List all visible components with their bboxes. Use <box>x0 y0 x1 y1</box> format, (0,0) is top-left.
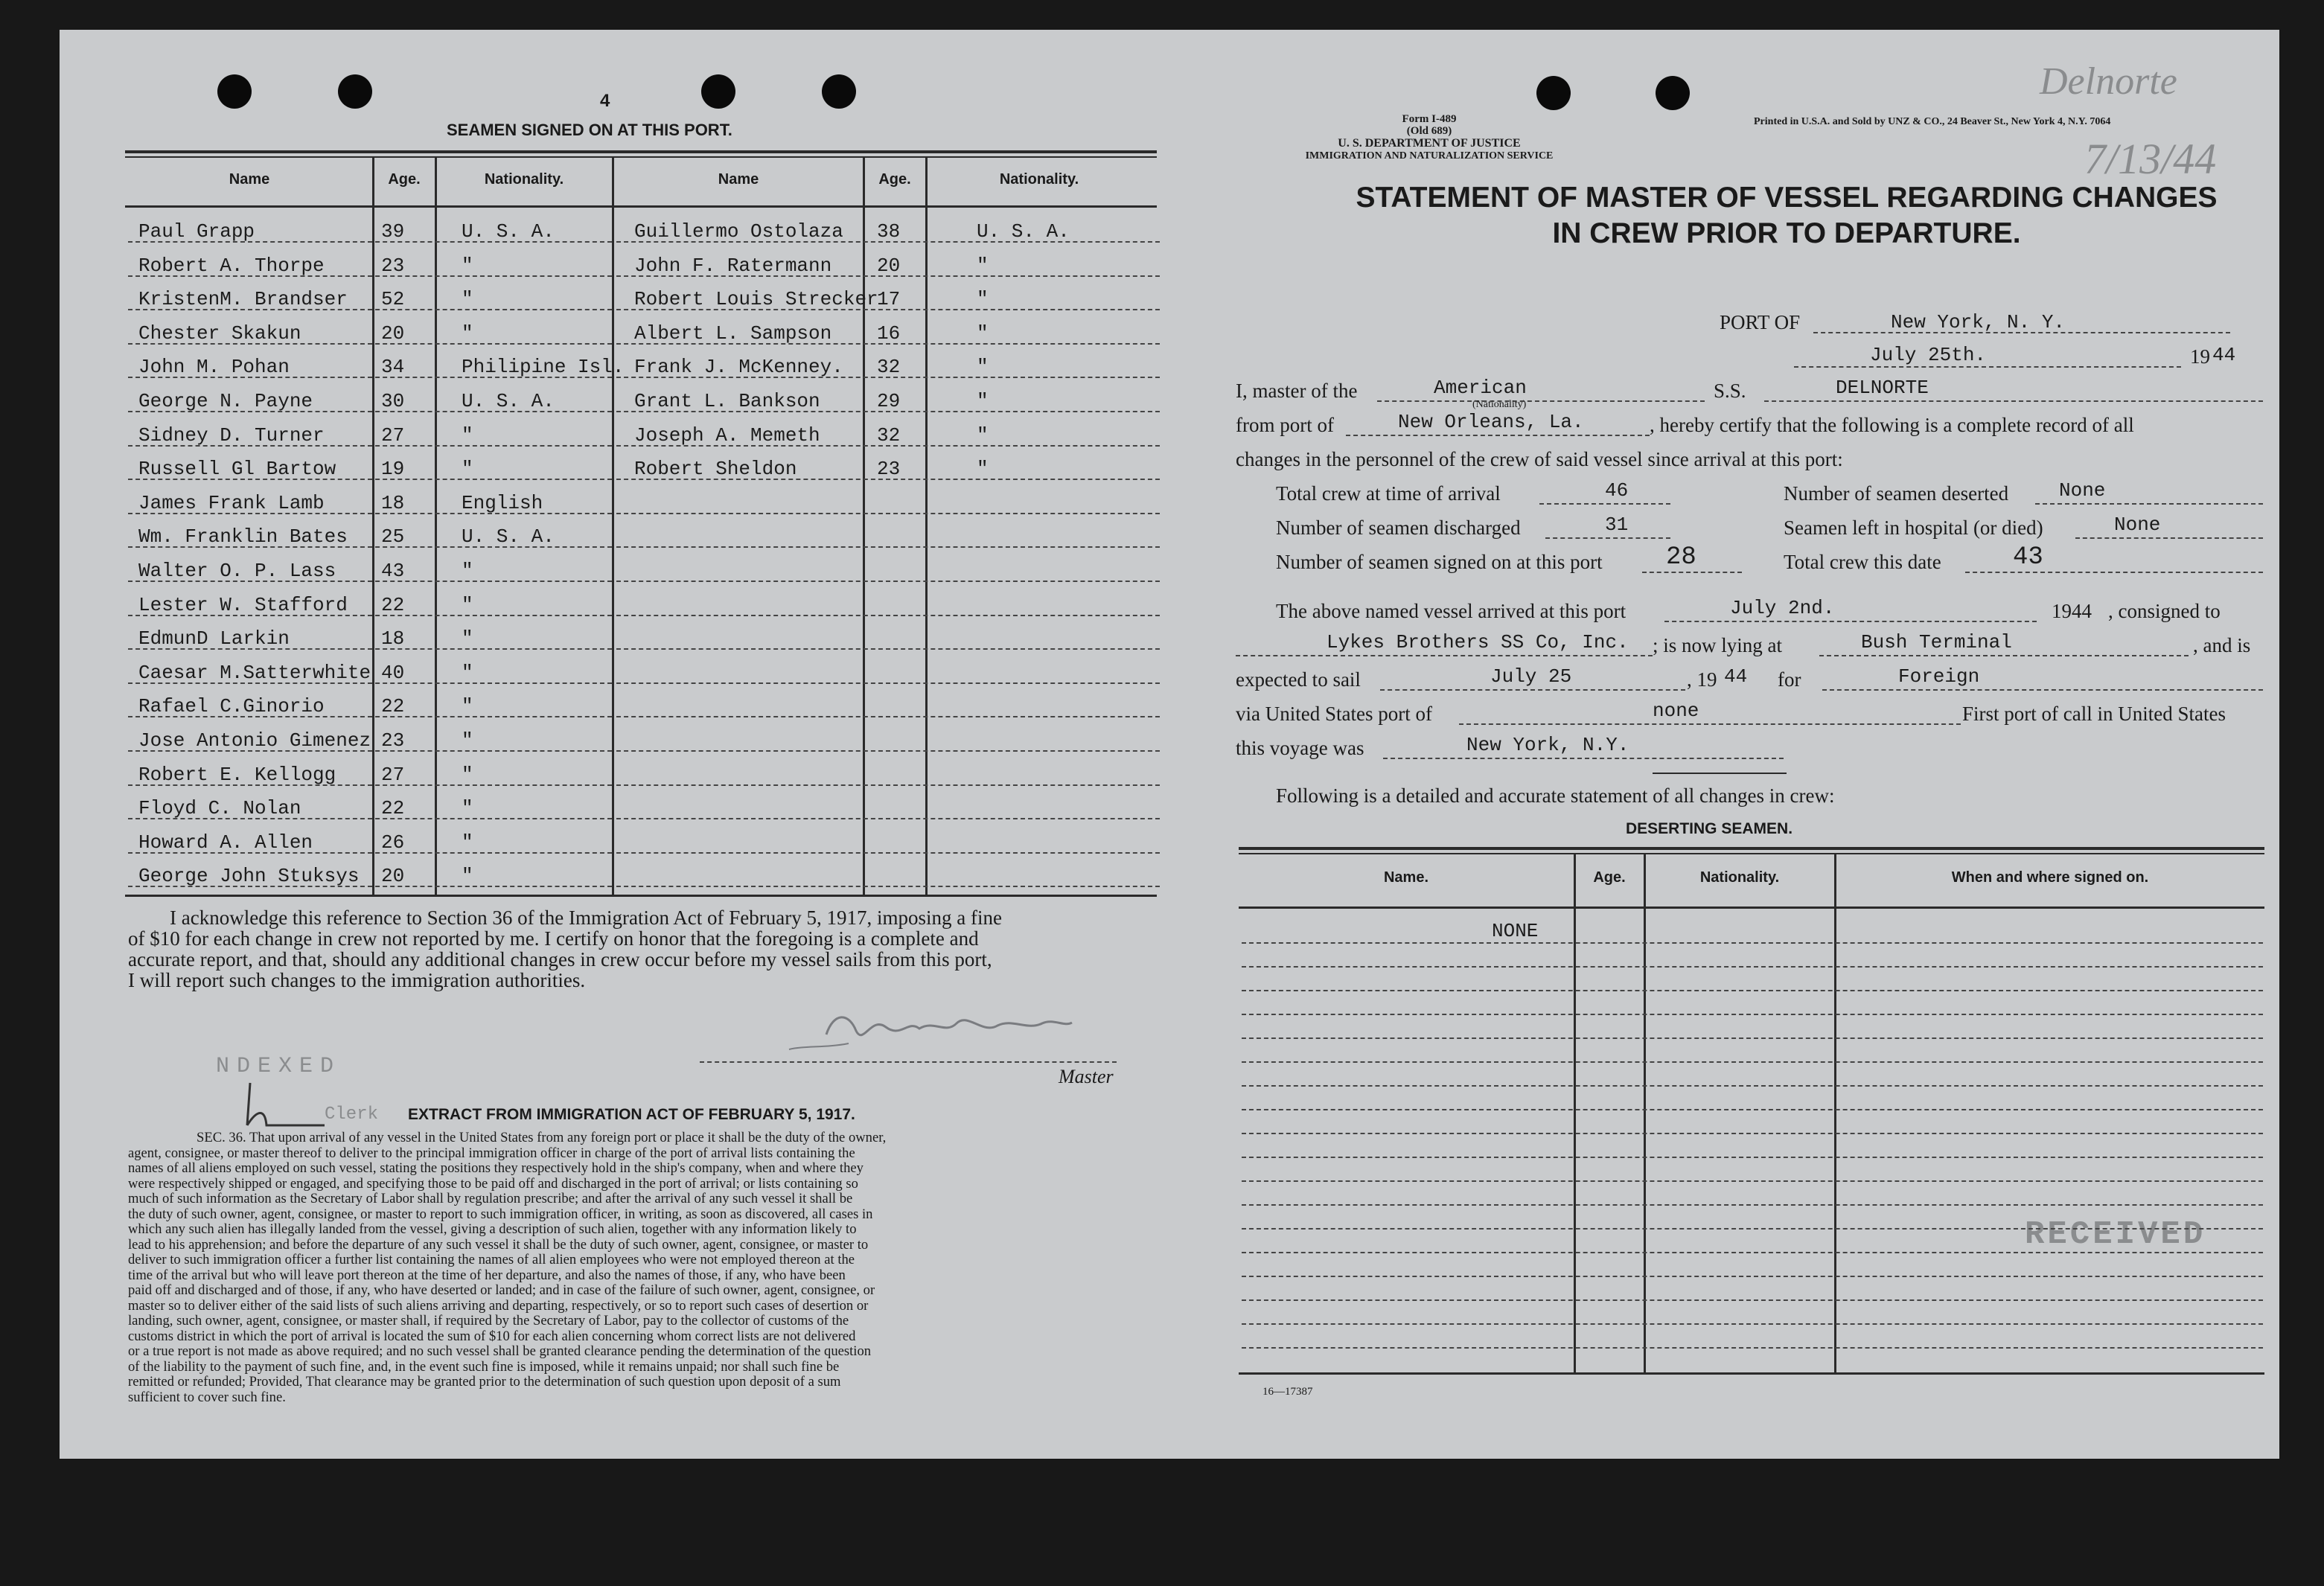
seaman-name: KristenM. Brandser <box>138 288 348 310</box>
date-value: July 25th. <box>1870 344 1987 366</box>
corner-note: 7/13/44 <box>2084 135 2217 183</box>
seaman-age: 27 <box>381 764 405 786</box>
for-label: for <box>1778 668 1801 691</box>
deserted-label: Number of seamen deserted <box>1784 482 2009 505</box>
seaman-age: 23 <box>381 729 405 752</box>
row-line <box>1242 1109 2263 1110</box>
form-title: IN CREW PRIOR TO DEPARTURE. <box>1552 217 2021 249</box>
received-stamp: RECEIVED <box>2025 1216 2206 1253</box>
table-bottom-rule <box>1239 1372 2264 1375</box>
clerk-label: Clerk <box>325 1104 379 1125</box>
row-line <box>128 750 612 752</box>
discharged-line <box>1545 537 1670 539</box>
seaman-nationality: " <box>977 255 989 277</box>
seaman-nationality: " <box>462 322 473 345</box>
changes-text: changes in the personnel of the crew of said vessel since arrival at this port: <box>1236 448 1843 470</box>
extract-line: agent, consignee, or master thereof to deliver to the principal immigration officer in charge of the port of arrival lists containing the <box>128 1145 855 1161</box>
table-header-rule <box>125 205 1157 208</box>
seaman-name: Joseph A. Memeth <box>634 424 820 447</box>
row-line <box>1242 1228 2263 1230</box>
seaman-name: Grant L. Bankson <box>634 390 820 412</box>
seaman-nationality: U. S. A. <box>462 220 555 243</box>
total-arrival-line <box>1539 503 1670 505</box>
expected-line <box>1380 689 1685 691</box>
expected-value: July 25 <box>1490 665 1572 688</box>
seaman-name: Paul Grapp <box>138 220 255 243</box>
seaman-age: 32 <box>877 356 901 378</box>
seaman-nationality: " <box>462 662 473 684</box>
port-label: PORT OF <box>1720 311 1801 333</box>
seaman-age: 23 <box>877 458 901 480</box>
port-value: New York, N. Y. <box>1891 311 2066 333</box>
and-is: , and is <box>2193 634 2251 656</box>
row-line <box>1242 1252 2263 1253</box>
for-line <box>1822 689 2263 691</box>
table-top-rule <box>125 150 1157 153</box>
acknowledgement-line: I will report such changes to the immigration authorities. <box>128 969 586 991</box>
via-label: via United States port of <box>1236 703 1432 725</box>
extract-line: which any such alien has illegally landed from the vessel, giving a description of such alien, together with any information likely to <box>128 1221 857 1237</box>
row-line <box>128 581 612 582</box>
seaman-age: 38 <box>877 220 901 243</box>
seaman-name: Robert Sheldon <box>634 458 797 480</box>
row-line <box>128 546 612 548</box>
total-date-value: 43 <box>2013 543 2043 572</box>
total-date-label: Total crew this date <box>1784 551 1941 573</box>
seaman-nationality: " <box>977 356 989 378</box>
seaman-age: 40 <box>381 662 405 684</box>
voyage-value: New York, N.Y. <box>1466 734 1629 756</box>
department: U. S. DEPARTMENT OF JUSTICE <box>1338 137 1521 150</box>
row-line <box>1242 942 2263 944</box>
extract-line: remitted or refunded; Provided, That clearance may be granted prior to the determination of such question upon deposit of a sum <box>128 1374 841 1390</box>
seaman-nationality: " <box>462 831 473 854</box>
seaman-nationality: U. S. A. <box>977 220 1070 243</box>
seaman-age: 29 <box>877 390 901 412</box>
extract-line: or a true report is not made as above required; and no such vessel shall be granted clearance pending the determination of the question <box>128 1343 872 1359</box>
seaman-name: Floyd C. Nolan <box>138 797 301 819</box>
seaman-age: 17 <box>877 288 901 310</box>
consignee-line <box>1236 655 1653 656</box>
total-arrival-label: Total crew at time of arrival <box>1276 482 1501 505</box>
seaman-nationality: " <box>462 255 473 277</box>
seaman-age: 25 <box>381 525 405 548</box>
nationality-line <box>1377 400 1705 402</box>
column-divider <box>1574 854 1576 1372</box>
row-line <box>128 241 612 243</box>
seaman-age: 23 <box>381 255 405 277</box>
row-line <box>616 886 1160 887</box>
extract-line: lead to his apprehension; and before the departure of any such vessel it shall be the duty of such owner, agent, consignee, or master to <box>128 1236 869 1253</box>
first-port-label: First port of call in United States <box>1962 703 2226 725</box>
table-top-rule <box>125 156 1157 158</box>
seaman-nationality: " <box>977 322 989 345</box>
seaman-name: Walter O. P. Lass <box>138 560 336 582</box>
acknowledgement-line: I acknowledge this reference to Section 36 of the Immigration Act of February 5, 1917, imposing a fine <box>170 906 1002 929</box>
row-line <box>616 445 1160 447</box>
master-label: Master <box>1059 1066 1114 1087</box>
discharged-label: Number of seamen discharged <box>1276 517 1521 539</box>
row-line <box>128 784 612 786</box>
printer-line: Printed in U.S.A. and Sold by UNZ & CO., 24 Beaver St., New York 4, N.Y. 7064 <box>1754 116 2111 127</box>
row-line <box>616 241 1160 243</box>
seaman-age: 27 <box>381 424 405 447</box>
extract-line: deliver to such immigration officer a further list containing the names of all alien employees who were not employed thereon at the <box>128 1252 855 1267</box>
deserting-title: DESERTING SEAMEN. <box>1626 820 1793 837</box>
form-old-number: (Old 689) <box>1406 125 1452 137</box>
seaman-name: Jose Antonio Gimenez <box>138 729 371 752</box>
header-age: Age. <box>878 171 911 188</box>
master-signature <box>759 990 1102 1057</box>
arrived-date: July 2nd. <box>1730 597 1835 619</box>
consigned-label: , consigned to <box>2108 600 2221 622</box>
extract-line: of the liability to the payment of such fine, and, in the event such fine is imposed, while it remains unpaid; nor shall such fine be <box>128 1358 840 1375</box>
arrived-line <box>1664 621 2037 622</box>
seaman-nationality: " <box>462 764 473 786</box>
column-divider <box>1834 854 1836 1372</box>
short-rule <box>1653 773 1787 774</box>
master-signature-line <box>700 1061 1117 1063</box>
deserted-line <box>2035 503 2263 505</box>
column-divider <box>1644 854 1646 1372</box>
section-title: SEAMEN SIGNED ON AT THIS PORT. <box>447 121 732 139</box>
row-line <box>1242 966 2263 968</box>
punch-hole <box>701 74 735 109</box>
seaman-name: Rafael C.Ginorio <box>138 695 325 717</box>
sail-year: 44 <box>1724 665 1748 688</box>
seaman-age: 34 <box>381 356 405 378</box>
seaman-name: Robert E. Kellogg <box>138 764 336 786</box>
arrived-label: The above named vessel arrived at this port <box>1276 600 1627 622</box>
row-line <box>128 275 612 277</box>
via-line <box>1459 723 1961 725</box>
vessel-name: DELNORTE <box>1836 377 1929 399</box>
header-nationality: Nationality. <box>999 171 1079 188</box>
seaman-nationality: " <box>462 865 473 887</box>
extract-line: master so to deliver either of the said lists of such aliens arriving and departing, respectively, or so to report such cases of desertion or <box>128 1297 869 1314</box>
seaman-nationality: " <box>462 560 473 582</box>
table-header-rule <box>1239 906 2264 909</box>
seaman-name: James Frank Lamb <box>138 492 325 514</box>
hospital-line <box>2075 537 2263 539</box>
row-line <box>616 648 1160 650</box>
seaman-nationality: U. S. A. <box>462 390 555 412</box>
seaman-age: 22 <box>381 695 405 717</box>
page-number: 4 <box>600 91 610 111</box>
punch-hole <box>1656 76 1690 110</box>
from-port-value: New Orleans, La. <box>1398 411 1584 433</box>
row-line <box>128 615 612 616</box>
nationality-caption: (Nationality) <box>1472 399 1527 410</box>
seaman-nationality: " <box>977 288 989 310</box>
form-code: 16—17387 <box>1262 1386 1313 1398</box>
seaman-age: 18 <box>381 627 405 650</box>
seaman-nationality: " <box>977 390 989 412</box>
row-line <box>616 716 1160 717</box>
document-sheet <box>60 30 2279 1459</box>
row-line <box>128 377 612 378</box>
header-name: Name <box>229 171 270 188</box>
expected-label: expected to sail <box>1236 668 1361 691</box>
indexed-stamp: NDEXED <box>216 1054 342 1079</box>
seaman-age: 20 <box>877 255 901 277</box>
row-line <box>1242 1157 2263 1158</box>
total-date-line <box>1965 572 2263 573</box>
punch-hole <box>217 74 252 109</box>
row-line <box>616 784 1160 786</box>
service: IMMIGRATION AND NATURALIZATION SERVICE <box>1305 150 1554 162</box>
hospital-label: Seamen left in hospital (or died) <box>1784 517 2043 539</box>
row-line <box>1242 1299 2263 1301</box>
extract-line: landing, such owner, agent, consignee, or master shall, if required by the Secretary of Labor, pay to the collector of customs of the <box>128 1313 849 1328</box>
signed-line <box>1642 572 1742 573</box>
header-nationality: Nationality. <box>484 171 564 188</box>
row-line <box>128 852 612 854</box>
row-line <box>1242 1133 2263 1134</box>
seaman-age: 26 <box>381 831 405 854</box>
row-line <box>616 615 1160 616</box>
seaman-name: John F. Ratermann <box>634 255 832 277</box>
extract-line: much of such information as the Secretary of Labor shall by regulation prescribe; and after the arrival of any such vessel it shall be <box>128 1191 853 1206</box>
seaman-age: 22 <box>381 797 405 819</box>
seaman-nationality: U. S. A. <box>462 525 555 548</box>
clerk-initial-mark <box>228 1079 332 1131</box>
seaman-nationality: " <box>462 797 473 819</box>
acknowledgement-line: accurate report, and that, should any additional changes in crew occur before my vessel sails from this port, <box>128 948 992 971</box>
seaman-name: Guillermo Ostolaza <box>634 220 843 243</box>
row-line <box>128 479 612 480</box>
via-value: none <box>1653 700 1699 722</box>
row-line <box>128 716 612 717</box>
row-line <box>1242 1061 2263 1063</box>
seaman-name: George N. Payne <box>138 390 313 412</box>
row-line <box>616 309 1160 310</box>
seaman-nationality: " <box>462 695 473 717</box>
row-line <box>1242 1037 2263 1039</box>
row-line <box>128 343 612 345</box>
row-line <box>128 445 612 447</box>
seaman-nationality: " <box>462 594 473 616</box>
extract-line: customs district in which the port of arrival is located the sum of $10 for each alien concerning whom correct lists are not delivered <box>128 1328 856 1344</box>
seaman-name: Chester Skakun <box>138 322 301 345</box>
seaman-age: 52 <box>381 288 405 310</box>
seaman-name: Caesar M.Satterwhite <box>138 662 371 684</box>
row-line <box>1242 990 2263 991</box>
header-age: Age. <box>388 171 421 188</box>
row-line <box>616 682 1160 684</box>
deserting-header-name: Name. <box>1383 869 1429 886</box>
from-port-label: from port of <box>1236 414 1334 436</box>
extract-line: the duty of such owner, agent, consignee, or master to report to such immigration officer, in writing, as soon as discovered, all cases in <box>128 1206 873 1222</box>
row-line <box>616 377 1160 378</box>
nationality-value: American <box>1434 377 1527 399</box>
extract-line: time of the arrival but who will leave port thereon at the time of her departure, and also the names of those, if any, who have been <box>128 1267 846 1283</box>
row-line <box>616 818 1160 819</box>
ss-label: S.S. <box>1714 380 1746 402</box>
vessel-line <box>1764 400 2263 402</box>
row-line <box>1242 1276 2263 1277</box>
seaman-age: 20 <box>381 865 405 887</box>
deserted-value: None <box>2059 479 2106 502</box>
deserting-header-nationality: Nationality. <box>1699 869 1780 886</box>
row-line <box>128 411 612 412</box>
row-line <box>1242 1014 2263 1015</box>
row-line <box>128 886 612 887</box>
extract-title: EXTRACT FROM IMMIGRATION ACT OF FEBRUARY 5, 1917. <box>408 1106 855 1123</box>
consignee-value: Lykes Brothers SS Co, Inc. <box>1327 631 1629 653</box>
seaman-nationality: English <box>462 492 543 514</box>
row-line <box>128 309 612 310</box>
punch-hole <box>822 74 856 109</box>
seaman-nationality: " <box>462 627 473 650</box>
row-line <box>1242 1180 2263 1182</box>
row-line <box>616 479 1160 480</box>
punch-hole <box>1536 76 1571 110</box>
form-title: STATEMENT OF MASTER OF VESSEL REGARDING CHANGES <box>1356 182 2218 214</box>
seaman-name: Lester W. Stafford <box>138 594 348 616</box>
from-port-line <box>1346 435 1650 436</box>
seaman-nationality: Philipine Isl. <box>462 356 625 378</box>
table-top-rule <box>1239 853 2264 854</box>
extract-line: SEC. 36. That upon arrival of any vessel in the United States from any foreign port or place it shall be the duty of the owner, <box>197 1130 887 1145</box>
seaman-age: 16 <box>877 322 901 345</box>
seaman-age: 39 <box>381 220 405 243</box>
seaman-name: Robert Louis Strecker <box>634 288 878 310</box>
row-line <box>616 546 1160 548</box>
master-of-label: I, master of the <box>1236 380 1358 402</box>
row-line <box>1242 1323 2263 1325</box>
extract-line: were respectively shipped or engaged, and specifying those to be paid off and discharged in the port of arrival; or lists containing so <box>128 1175 858 1192</box>
voyage-label: this voyage was <box>1236 737 1364 759</box>
punch-hole <box>338 74 372 109</box>
total-arrival-value: 46 <box>1605 479 1629 502</box>
table-top-rule <box>1239 847 2264 850</box>
lying-value: Bush Terminal <box>1861 631 2012 653</box>
seaman-name: George John Stuksys <box>138 865 360 887</box>
row-line <box>616 581 1160 582</box>
table-bottom-rule <box>125 895 1157 897</box>
row-line <box>1242 1204 2263 1206</box>
seaman-nationality: " <box>462 729 473 752</box>
voyage-line <box>1383 758 1784 759</box>
discharged-value: 31 <box>1605 514 1629 536</box>
seaman-name: John M. Pohan <box>138 356 290 378</box>
deserting-none-value: NONE <box>1492 920 1539 942</box>
seaman-age: 22 <box>381 594 405 616</box>
row-line <box>128 513 612 514</box>
seaman-name: Sidney D. Turner <box>138 424 325 447</box>
row-line <box>616 343 1160 345</box>
seaman-age: 30 <box>381 390 405 412</box>
seaman-name: Robert A. Thorpe <box>138 255 325 277</box>
signed-label: Number of seamen signed on at this port <box>1276 551 1603 573</box>
row-line <box>616 275 1160 277</box>
corner-note: Delnorte <box>2040 60 2177 103</box>
seaman-nationality: " <box>462 288 473 310</box>
seaman-name: Russell Gl Bartow <box>138 458 336 480</box>
row-line <box>616 852 1160 854</box>
sail-year-prefix: , 19 <box>1687 668 1717 691</box>
seaman-age: 19 <box>381 458 405 480</box>
hospital-value: None <box>2114 514 2161 536</box>
extract-line: sufficient to cover such fine. <box>128 1389 286 1405</box>
row-line <box>616 411 1160 412</box>
row-line <box>1242 1347 2263 1349</box>
seaman-nationality: " <box>462 424 473 447</box>
seaman-nationality: " <box>977 458 989 480</box>
arrived-year: 1944 <box>2052 600 2092 622</box>
date-line <box>1794 366 2181 368</box>
seaman-name: Albert L. Sampson <box>634 322 832 345</box>
seaman-age: 20 <box>381 322 405 345</box>
seaman-name: EdmunD Larkin <box>138 627 290 650</box>
seaman-nationality: " <box>977 424 989 447</box>
signed-value: 28 <box>1666 543 1696 572</box>
extract-line: paid off and discharged and of those, if any, who have deserted or landed; and in case of the failure of such owner, agent, consignee, or <box>128 1282 875 1298</box>
acknowledgement-line: of $10 for each change in crew not reported by me. I certify on honor that the foregoing is a complete and <box>128 927 979 950</box>
form-number: Form I-489 <box>1402 113 1457 125</box>
row-line <box>616 750 1160 752</box>
row-line <box>616 513 1160 514</box>
following-text: Following is a detailed and accurate statement of all changes in crew: <box>1276 784 1835 807</box>
seaman-age: 43 <box>381 560 405 582</box>
seaman-nationality: " <box>462 458 473 480</box>
deserting-header-age: Age. <box>1593 869 1626 886</box>
seaman-name: Wm. Franklin Bates <box>138 525 348 548</box>
year-value: 44 <box>2212 344 2236 366</box>
lying-label: ; is now lying at <box>1653 634 1782 656</box>
seaman-age: 18 <box>381 492 405 514</box>
header-name: Name <box>718 171 759 188</box>
seaman-age: 32 <box>877 424 901 447</box>
deserting-header-when: When and where signed on. <box>1951 869 2149 886</box>
row-line <box>128 648 612 650</box>
seaman-name: Frank J. McKenney. <box>634 356 843 378</box>
certify-text: , hereby certify that the following is a complete record of all <box>1650 414 2134 436</box>
seaman-name: Howard A. Allen <box>138 831 313 854</box>
row-line <box>128 818 612 819</box>
year-prefix: 19 <box>2190 345 2210 368</box>
lying-line <box>1819 655 2189 656</box>
row-line <box>1242 1085 2263 1087</box>
column-divider <box>612 158 614 895</box>
row-line <box>128 682 612 684</box>
extract-line: names of all aliens employed on such vessel, stating the positions they respectively hold in the ship's company, when and where they <box>128 1160 863 1176</box>
for-value: Foreign <box>1898 665 1980 688</box>
